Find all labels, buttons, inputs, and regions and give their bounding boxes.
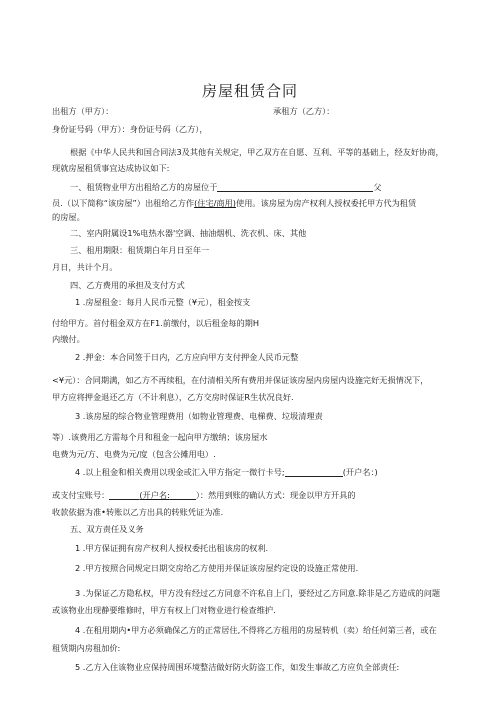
preamble-line-2: 现就房屋租赁事宜达成协议如下: bbox=[52, 163, 170, 173]
section-5-heading: 五、双方责任及义务 bbox=[70, 524, 144, 534]
property-fee-line-1: 3 .该房屋的综合物业管理费用（如物业管理费、电梯费、垃圾清理责 bbox=[75, 411, 323, 421]
deposit-line-2: <¥元）：合同期满，如乙方不再续租，在付清相关所有费用并保证该房屋内房屋内设施完好无损情况下， bbox=[52, 375, 429, 385]
rent-line-1: 1 .房屋租金：每月人民币元整（¥元），租金按支 bbox=[75, 297, 251, 307]
payment-line-2 bbox=[52, 490, 356, 500]
property-fee-line-2: 等）.该费用乙方需每个月和租金一起向甲方缴纳；该房屋水 bbox=[52, 432, 268, 442]
section-2: 二、室内附属设1%电热水器'空调、抽油烟机、洗衣机、床、其他 bbox=[70, 228, 307, 238]
id-number-line: 身份证号码（甲方）：身份证号码（乙方）， bbox=[52, 124, 208, 134]
duty-5: 5 .乙方入住该物业应保持周围环境整洁做好防火防盗工作，如发生事故乙方应负全部责任: bbox=[75, 662, 400, 672]
rent-line-2: 付给甲方。首付租金双方在F1.前缴付，以后租金每的期H bbox=[52, 318, 259, 328]
duty-3-line-1: 3 .为保证乙方隐私权，甲方没有经过乙方同意不许私自上门，要经过乙方同意.除非是乙方造成的问题 bbox=[75, 588, 441, 598]
rent-line-3: 内缴付。 bbox=[52, 334, 85, 344]
lessor-label: 出租方（甲方）： bbox=[52, 106, 114, 116]
payment-confirm-text: ）：然用到账的确认方式：现金以甲方开具的 bbox=[195, 490, 356, 500]
payment-account-name: (开户名：) bbox=[342, 467, 378, 477]
section-3-line-1: 三、租用期限：租赁期白年月日至年一 bbox=[70, 245, 210, 255]
usage-type: (住宅/商用) bbox=[194, 198, 236, 208]
property-fee-line-3: 电费为元/方、电费为元/度（包含公摊用电）. bbox=[52, 449, 216, 459]
section-1-use-pre: 员.（以下简称“该房屋”）出租给乙方作 bbox=[52, 198, 195, 208]
account-name-blank bbox=[170, 490, 196, 500]
section-1-line-3: 的房屋。 bbox=[52, 212, 85, 222]
section-1-line-1 bbox=[70, 182, 382, 192]
payment-line-3: 收款依据为准•转账以乙方出具的转账凭证为准. bbox=[52, 507, 224, 517]
duty-4-line-1: 4 .在租用期内•甲方必须确保乙方的正常居住,不得将乙方租用的房屋转机（卖）给任何第三者，或在 bbox=[75, 625, 437, 635]
alipay-label: 或支付宝账号： bbox=[52, 490, 110, 500]
location-blank bbox=[217, 182, 373, 192]
alipay-account-name: (开户名: bbox=[139, 490, 170, 500]
section-1-line-2 bbox=[52, 198, 416, 208]
section-1-tail: 父 bbox=[373, 182, 382, 192]
preamble-line-1: 根据《中华人民共和国合同法3及其他有关规定，甲乙双方在自愿、互利、平等的基础上，经友好协商， bbox=[70, 147, 444, 157]
deposit-line-3: 甲方应将押金退还乙方（不计利息），乙方交房时保证R生状况良好. bbox=[52, 392, 294, 402]
deposit-line-1: 2 .押金：本合同签于日内，乙方应向甲方支付押金人民币元整 bbox=[75, 352, 299, 362]
payment-text: 4 .以上租金和相关费用以现金或汇入甲方指定一微行卡号; bbox=[75, 467, 285, 477]
duty-4-line-2: 租赁期内房租加价: bbox=[52, 643, 121, 653]
section-3-line-2: 月日，共计个月。 bbox=[52, 262, 118, 272]
alipay-blank bbox=[109, 490, 139, 500]
document-title: 房屋租赁合同 bbox=[201, 82, 298, 100]
lessee-label: 承租方（乙方）： bbox=[273, 106, 335, 116]
bank-card-blank bbox=[285, 467, 343, 477]
section-1-use-post: 使用。该房屋为房产权利人授权委托甲方代为租赁 bbox=[236, 198, 417, 208]
duty-1: 1 .甲方保证拥有房产权利人授权委托出租该房的权利. bbox=[75, 543, 269, 553]
payment-line-1 bbox=[75, 467, 378, 477]
duty-2: 2 .甲方按照合同规定日期交房给乙方使用并保证该房屋约定设的设施正常使用. bbox=[75, 563, 359, 573]
duty-3-line-2: 或该物业出现静要维修时，甲方有权上门对物业进行检查维护. bbox=[52, 605, 276, 615]
section-1-text: 一、租赁物业甲方出租给乙方的房屋位于 bbox=[70, 182, 218, 192]
section-4-heading: 四、乙方费用的承担及支付方式 bbox=[70, 280, 185, 290]
